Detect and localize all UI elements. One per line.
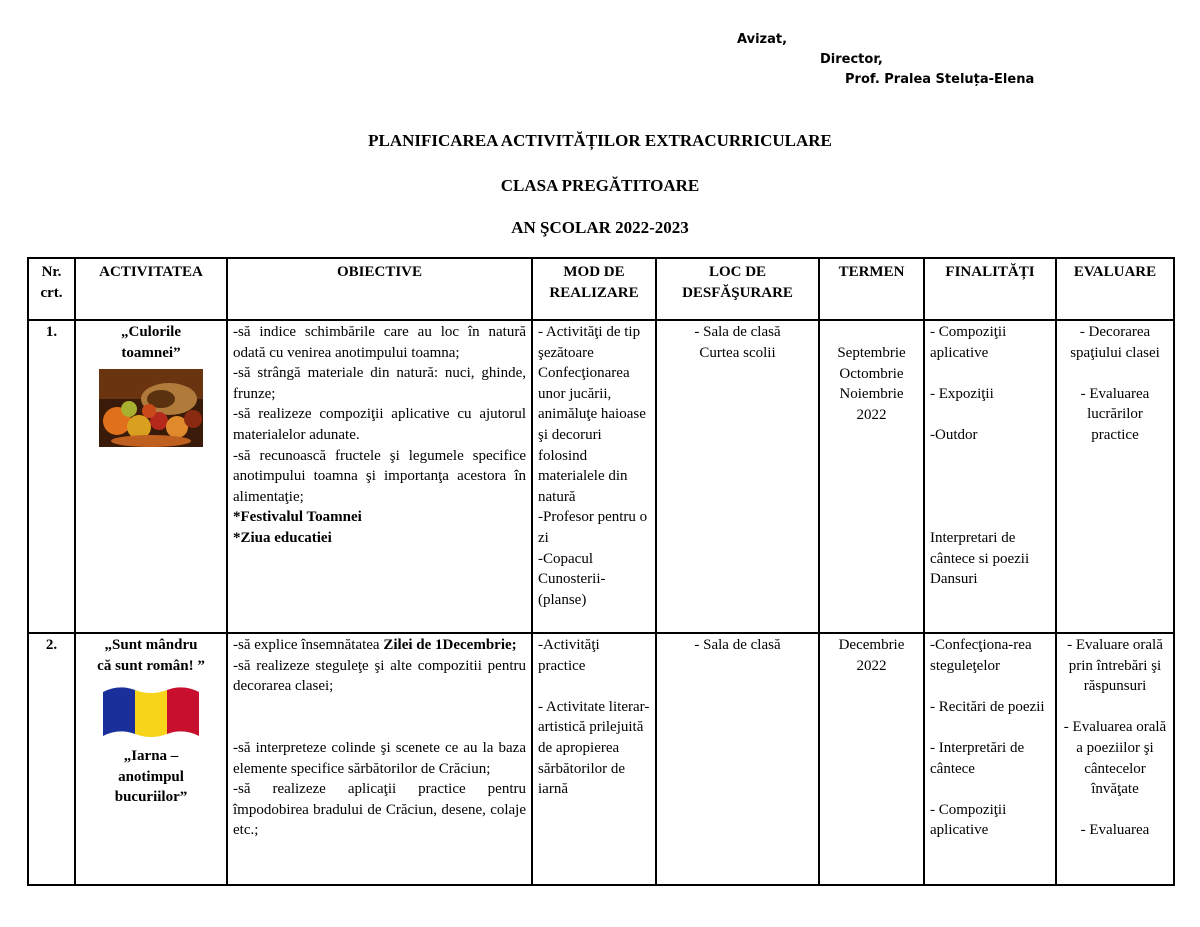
class-title: CLASA PREGĂTITOARE (500, 176, 700, 195)
row2-activitatea: „Sunt mândru că sunt român! ” „Iarna – anotimpul bucuriilor” (75, 633, 227, 885)
table-header-row (28, 258, 1174, 320)
table-row (28, 633, 1174, 885)
autumn-cornucopia-image (99, 369, 203, 447)
approval-director-name: Prof. Pralea Steluța-Elena (845, 72, 1035, 87)
row1-activitatea: „Culorile toamnei” (75, 320, 227, 633)
activities-table (27, 257, 1175, 886)
header-termen: TERMEN (819, 258, 924, 320)
header-finalitati: FINALITĂȚI (924, 258, 1056, 320)
row1-obiective: -să indice schimbările care au loc în natură odată cu venirea anotimpului toamna; -să strângă materiale din natură: nuci, ghinde, frunze; -să realizeze compoziţii aplicative cu ajutorul materialelor adunate. -să recunoască fructele şi legumele specifice anotimpului toamna şi importanţa acestora în alimentaţie; *Festivalul Toamnei *Ziua educatiei (227, 320, 532, 633)
row2-termen: Decembrie 2022 (819, 633, 924, 885)
row1-finalitati: - Compoziţii aplicative - Expoziţii -Outdor Interpretari de cântece si poezii Dansuri (924, 320, 1056, 633)
header-activitatea: ACTIVITATEA (75, 258, 227, 320)
row1-termen: Septembrie Octombrie Noiembrie 2022 (819, 320, 924, 633)
header-loc: LOC DE DESFĂŞURARE (656, 258, 819, 320)
approval-director: Director, (820, 52, 883, 67)
document-title: PLANIFICAREA ACTIVITĂȚILOR EXTRACURRICULARE (368, 131, 832, 150)
table-row (28, 320, 1174, 633)
header-nr: Nr. crt. (28, 258, 75, 320)
school-year-title: AN ŞCOLAR 2022-2023 (511, 218, 689, 237)
header-obiective: OBIECTIVE (227, 258, 532, 320)
row2-finalitati: -Confecţiona-rea steguleţelor - Recitări de poezii - Interpretări de cântece - Compoziţii aplicative (924, 633, 1056, 885)
row2-obiective: -să explice însemnătatea Zilei de 1Decembrie; -să realizeze steguleţe şi alte compozitii pentru decorarea clasei; -să interpreteze colinde şi scenete ce au la baza elemente specifice sărbătorilor de Crăciun; -să realizeze aplicaţii practice pentru împodobirea bradului de Crăciun, desene, colaje etc.; (227, 633, 532, 885)
row1-nr: 1. (28, 320, 75, 633)
romanian-flag-image (99, 682, 203, 740)
row2-loc: - Sala de clasă (656, 633, 819, 885)
header-evaluare: EVALUARE (1056, 258, 1174, 320)
approval-avizat: Avizat, (737, 32, 788, 47)
row2-evaluare: - Evaluare orală prin întrebări şi răspunsuri - Evaluarea orală a poeziilor şi cântecelor învăţate - Evaluarea (1056, 633, 1174, 885)
row1-mod: - Activităţi de tip şezătoare Confecţionarea unor jucării, animăluţe haioase şi decoruri folosind materialele din natură -Profesor pentru o zi -Copacul Cunosterii-(planse) (532, 320, 656, 633)
row2-nr: 2. (28, 633, 75, 885)
row1-evaluare: - Decorarea spaţiului clasei - Evaluarea lucrărilor practice (1056, 320, 1174, 633)
row1-loc: - Sala de clasă Curtea scolii (656, 320, 819, 633)
header-mod: MOD DE REALIZARE (532, 258, 656, 320)
row2-mod: -Activităţi practice - Activitate literar-artistică prilejuită de apropierea sărbătorilor de iarnă (532, 633, 656, 885)
